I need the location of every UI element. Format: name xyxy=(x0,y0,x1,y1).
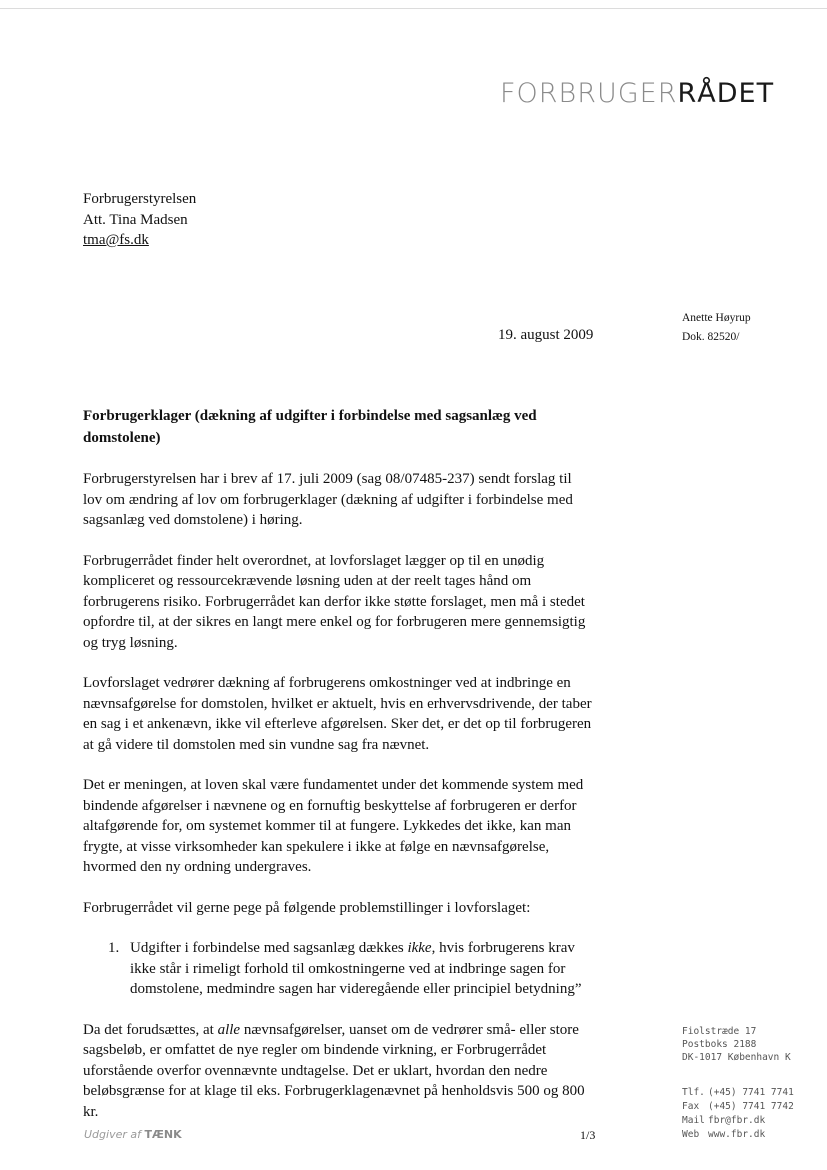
author-name: Anette Høyrup xyxy=(682,312,751,324)
paragraph-1: Forbrugerstyrelsen har i brev af 17. juli 2009 (sag 08/07485-237) sendt forslag til lov om ændring af lov om forbrugerklager (dækning af udgifter i forbindelse med sagsanlæg ved domstolene) i høring. xyxy=(83,471,573,528)
list-intro: Forbrugerrådet vil gerne pege på følgende problemstillinger i lovforslaget: xyxy=(83,899,531,916)
mail-label: Mail xyxy=(682,1115,705,1126)
web-label: Web xyxy=(682,1129,700,1140)
recipient-attn: Att. Tina Madsen xyxy=(83,211,188,228)
tlf-value: (+45) 7741 7741 xyxy=(708,1087,794,1098)
web-value: www.fbr.dk xyxy=(708,1129,766,1140)
paragraph-5-emphasis: alle xyxy=(217,1021,241,1038)
fax-label: Fax xyxy=(682,1101,700,1112)
recipient-address xyxy=(83,189,196,251)
list-item-text-end: , hvis forbrugerens krav ikke står i rimeligt forhold til omkostningerne ved at indbringe sagen for domstolene, medmindre sagen har videregående eller principiel betydning” xyxy=(130,940,582,997)
document-meta xyxy=(682,309,751,347)
publisher-label: Udgiver af xyxy=(84,1128,141,1141)
footer-contact xyxy=(682,1086,794,1142)
footer-street: Fiolstræde 17 xyxy=(682,1026,757,1037)
paragraph-5-end: nævnsafgørelser, uanset om de vedrører små- eller store sagsbeløb, er omfattet de nye regler om bindende virkning, er Forbrugerrådet uforstående overfor ovennævnte undtagelse. Det er uklart, hvordan den nedre beløbsgrænse for at klage til eks. Forbrugerklagenævnet på henholdsvis 500 og 800 kr. xyxy=(83,1021,585,1120)
list-item xyxy=(108,938,593,1000)
recipient-org: Forbrugerstyrelsen xyxy=(83,191,197,207)
paragraph-4: Det er meningen, at loven skal være fundamentet under det kommende system med bindende afgørelser i nævnene og en fornuftig beskyttelse af forbrugeren er derfor altafgørende for, om systemet kommer til at fungere. Lykkedes det ikke, kan man frygte, at visse virksomheder kan spekulere i ikke at følge en nævnsafgørelse, hvormed den ny ordning undergraves. xyxy=(83,777,584,875)
document-number: Dok. 82520/ xyxy=(682,331,740,343)
paragraph-3: Lovforslaget vedrører dækning af forbrugerens omkostninger ved at indbringe en nævnsafgørelse for domstolen, hvilket er aktuelt, hvis en erhvervsdrivende, der taber en sag i et ankenævn, ikke vil efterleve afgørelsen. Sker det, er det op til forbrugeren at gå videre til domstolen med sin vundne sag fra nævnet. xyxy=(83,675,592,753)
list-item-number: 1. xyxy=(108,940,120,956)
letter-title: Forbrugerklager (dækning af udgifter i forbindelse med sagsanlæg ved domstolene) xyxy=(83,408,537,446)
logo-dark-text: RÅDET xyxy=(677,78,775,109)
letter-date: 19. august 2009 xyxy=(498,327,594,343)
paragraph-2: Forbrugerrådet finder helt overordnet, at lovforslaget lægger op til en unødig kompliceret og ressourcekrævende løsning uden at der reelt tages hånd om forbrugerens risiko. Forbrugerrådet kan derfor ikke støtte forslaget, men må i stedet opfordre til, at der sikres en langt mere enkel og for forbrugeren mere gennemsigtig og tryg løsning. xyxy=(83,552,586,651)
top-rule xyxy=(0,8,827,9)
tlf-label: Tlf. xyxy=(682,1087,705,1098)
list-item-text-start: Udgifter i forbindelse med sagsanlæg dækkes xyxy=(130,940,408,956)
recipient-email-link[interactable]: tma@fs.dk xyxy=(83,232,149,248)
footer-box: Postboks 2188 xyxy=(682,1039,757,1050)
taenk-logo: TÆNK xyxy=(144,1128,182,1141)
paragraph-5-start: Da det forudsættes, at xyxy=(83,1021,218,1038)
list-item-text xyxy=(130,938,590,1000)
paragraph-5 xyxy=(83,1020,593,1123)
list-item-emphasis: ikke xyxy=(407,940,432,956)
forbrugerraadet-logo xyxy=(500,78,774,109)
publisher-note xyxy=(84,1128,182,1141)
fax-value: (+45) 7741 7742 xyxy=(708,1101,794,1112)
logo-light-text: FORBRUGER xyxy=(500,78,678,109)
mail-value: fbr@fbr.dk xyxy=(708,1115,766,1126)
footer-address xyxy=(682,1025,791,1064)
letter-body xyxy=(83,405,596,1142)
footer-city: DK-1017 København K xyxy=(682,1052,791,1063)
page-number: 1/3 xyxy=(580,1128,596,1142)
